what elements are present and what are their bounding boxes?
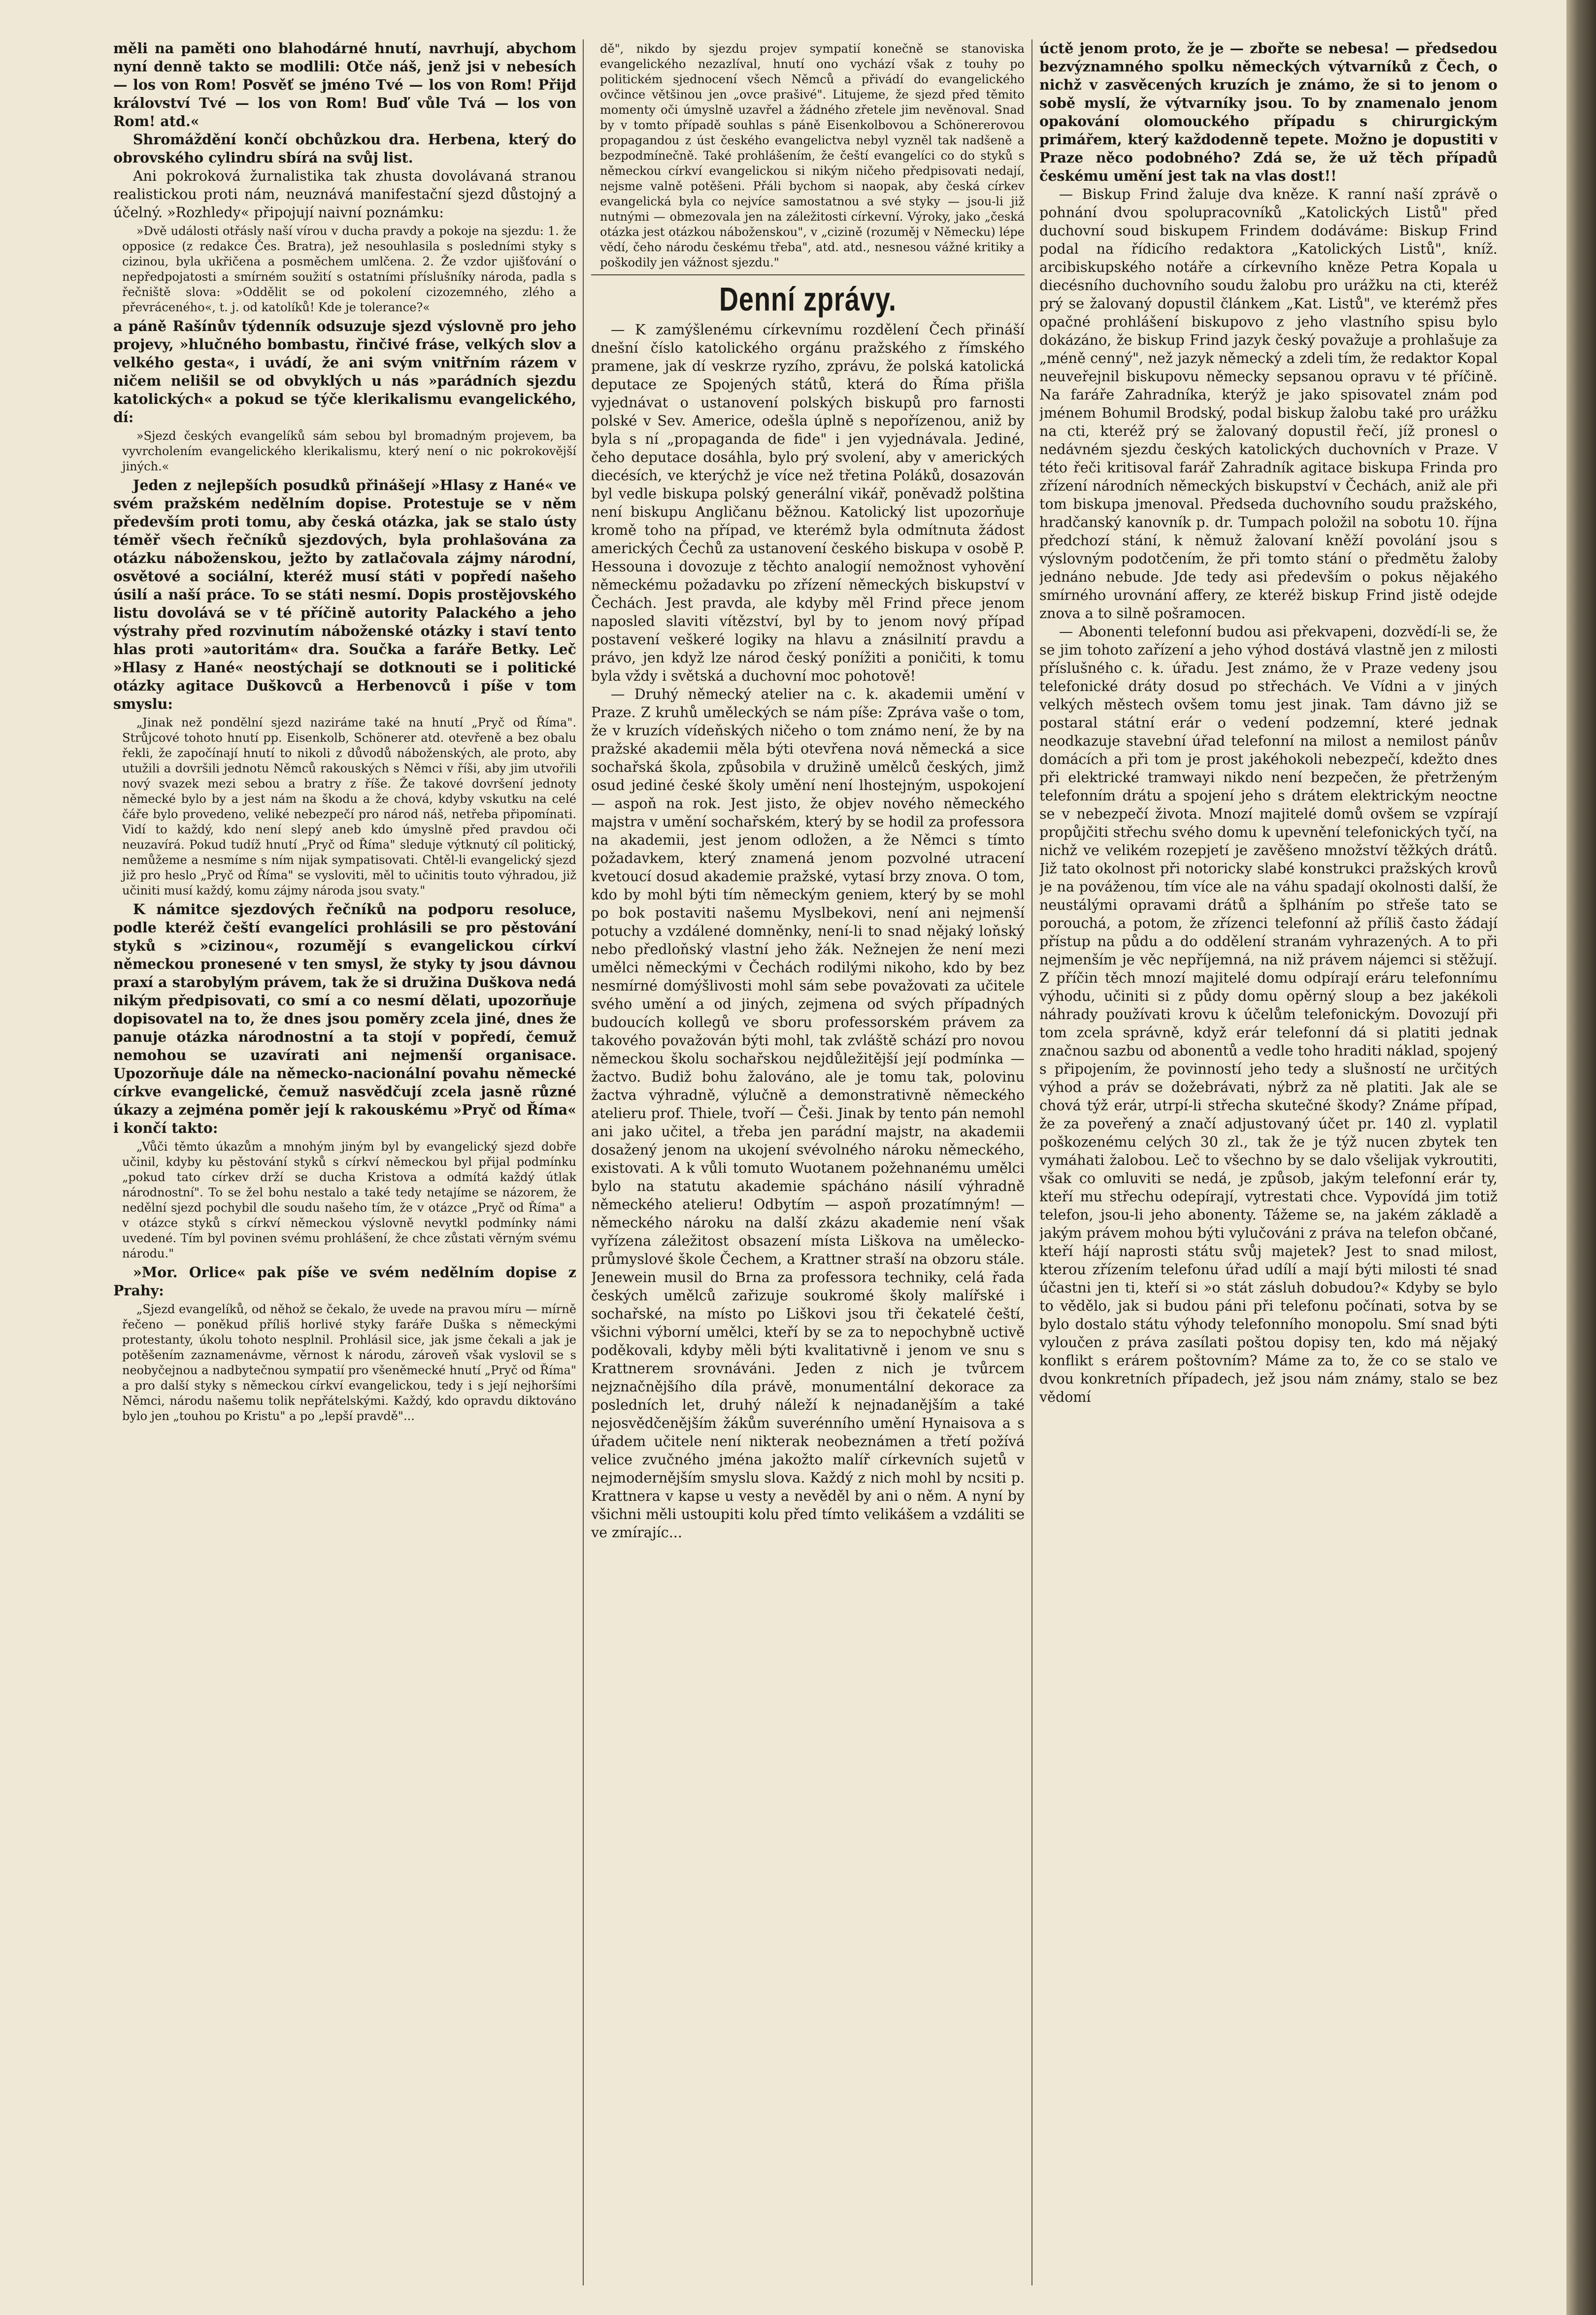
article-paragraph: Jeden z nejlepších posudků přinášejí »Hlasy z Hané« ve svém pražském nedělním dopise. Protestuje se v něm především proti tomu, aby česká otázka, jak se stalo ústy téměř všech řečníků sjezdových, byla prohlašována za otázku náboženskou, ježto by zatlačovala zájmy národní, osvětové a sociální, kteréž musí státi v popředí našeho úsilí a naší práce. To se státi nesmí. Dopis prostějovského listu dovolává se v té příčině autority Palackého a jeho výstrahy před rozvinutím náboženské otázky i staví tento hlas proti »autoritám« dra. Součka a faráře Betky. Leč »Hlasy z Hané« neostýchají se dotknouti se i politické otázky agitace Duškovců a Herbenovců i píše v tom smyslu:: [113, 477, 576, 712]
quoted-paragraph: »Sjezd českých evangelíků sám sebou byl bromadným projevem, ba vyvrcholením evangelického klerikalismu, který není o nic pokrokovější jiných.«: [122, 429, 576, 473]
news-item: — K zamýšlenému církevnímu rozdělení Čech přináší dnešní číslo katolického orgánu pražského z římského pramene, jak dí veskrze ryzího, zprávu, že polská katolická deputace ze Spojených států, která do Říma přišla vyjednávat o ustanovení polských biskupů pro farnosti polské v Sev. Americe, odešla úplně s nepořízenou, aniž by byla s ní „propaganda de fide" i jen vyjednávala. Jediné, čeho deputace dosáhla, bylo prý svolení, aby v amerických diecésích, ve kterýchž je více než třetina Poláků, dosazován byl vedle biskupa polský generální vikář, poněvadž polština není biskupu Angličanu běžnou. Katolický list upozorňuje kromě toho na případ, ve kterémž byla odmítnuta žádost amerických Čechů za ustanovení českého biskupa v osobě P. Hessouna i dovozuje z těchto analogií nemožnost vyhovění německému požadavku po zřízení německých biskupství v Čechách. Jest pravda, ale kdyby měl Frind přece jenom naposled slaviti vítězství, byl by to jenom nový případ postavení veškeré logiky na hlavu a znásilnití pravdu a právo, jen když lze národ český ponížiti a poničiti, k tomu byla vždy i světská a duchovní moc pohotově!: [591, 322, 1025, 684]
quote-block: [591, 41, 1025, 270]
quote-block: [113, 429, 576, 474]
section-rule: [591, 274, 1025, 275]
quote-block: [113, 224, 576, 315]
news-item: — Druhý německý atelier na c. k. akademii umění v Praze. Z kruhů uměleckých se nám píše: Zpráva vaše o tom, že v kruzích vídeňských ničeho o tom známo není, že by na pražské akademii měla býti otevřena nová německá a sice sochařská škola, způsobila v družině umělců českých, jimž osud jediné české školy umění není lhostejným, uspokojení — aspoň na rok. Jest jisto, že objev nového německého majstra v umění sochařském, který by se hodil za professora na akademii, jest jenom odložen, a že Němci s tímto požadavkem, který znamená jenom pozvolné utracení kvetoucí dosud akademie pražské, vytasí brzy znova. O tom, kdo by mohl býti tím německým geniem, který by se mohl po bok postaviti našemu Myslbekovi, není ani nejmenší potuchy a vzdálené domněnky, není-li to snad nějaký loňský nebo předloňský vlastní jeho žák. Nežnejen že není mezi umělci německými v Čechách rodilými nikoho, kdo by bez nesmírné domýšlivosti mohl sám sebe považovati za učitele svého umění a od jiných, zejmena od svých případných budoucích kollegů ve sboru professorském právem za takového považován býti mohl, tak zvláště schází pro novou německou školu sochařskou nejdůležitější její podmínka — žactvo. Budiž bohu žalováno, ale je tomu tak, polovinu žactva výhradně, výlučně a demonstrativně německého atelieru prof. Thiele, tvoří — Češi. Jinak by tento pán nemohl ani jako učitel, a třeba jen parádní majstr, na akademii dosažený jenom na ukojení svévolného nároku německého, existovati. A k vůli tomuto Wuotanem požehnanému umělci bylo na statutu akademie spácháno násilí výhradně německého atelieru! Odbytím — aspoň prozatímným! — německého nároku na další zkázu akademie není však vyřízena záležitost obsazení místa Liškova na umělecko-průmyslové škole Čechem, a Krattner straší na obzoru stále. Jenewein musil do Brna za professora techniky, celá řada českých umělců zařizuje soukromé školy malířské i sochařské, na místo po Liškovi jsou tři čekatelé čeští, všichni výborní umělci, kteří by se za to nepochybně uctivě poděkovali, kdyby měli býti kvalitativně i jenom ve snu s Krattnerem srovnáváni. Jeden z nich je tvůrcem nejznačnějšího díla právě, monumentální dekorace za posledních let, druhý náleží k nejnadanějším a také nejosvědčenějším žákům suverénního umění Hynaisova a s úřadem učitele není nikterak neobeznámen a třetí požívá velice zvučného jména jakožto malíř církevních sujetů v nejmodernějším smyslu slova. Každý z nich mohl by ncsiti p. Krattnera v kapse u vesty a nevěděl by ani o něm. A nyní by všichni měli ustoupiti kolu před tímto velikášem a vzdáliti se ve zmírajíc...: [591, 686, 1025, 1541]
article-paragraph: měli na paměti ono blahodárné hnutí, navrhují, abychom nyní denně takto se modlili: Otče náš, jenž jsi v nebesích — los von Rom! Posvěť se jméno Tvé — los von Rom! Přijď království Tvé — los von Rom! Buď vůle Tvá — los von Rom! atd.«: [113, 40, 576, 130]
column-right: [1039, 39, 1497, 2285]
quote-block: [113, 715, 576, 898]
news-item: — Biskup Frind žaluje dva kněze. K ranní naší zprávě o pohnání dvou spolupracovníků „Katolických Listů" před duchovní soud biskupem Frindem dodáváme: Biskup Frind podal na řídicího redaktora „Katolických Listů", kníž. arcibiskupského notáře a církevního kněze Petra Kopala u diecésního duchovního soudu žalobu pro urážku na cti, kteréž prý se žalovaný dopustil článkem „Kat. Listů", ve kterémž přes opačné prohlášení biskupovo z jeho vlastního spisu bylo dokázáno, že biskup Frind jazyk český považuje a prohlašuje za „méně cenný", než jazyk německý a zdeli tím, že redaktor Kopal neuveřejnil biskupovu německy sepsanou opravu v té příčině. Na faráře Zahradníka, kterýž je jako spisovatel znám pod jménem Bohumil Brodský, podal biskup žalobu také pro urážku na cti, kteréž prý se žalovaný dopustil řečí, jíž pronesl o nedávném sjezdu českých katolických duchovních v Praze. V této řeči kritisoval farář Zahradník agitace biskupa Frinda pro zřízení národních německých biskupství v Čechách, aniž ale při tom biskupa jmenoval. Předseda duchovního soudu pražského, hradčanský kanovník p. dr. Tumpach položil na sobotu 10. října předchozí stání, k němuž žalovaní kněží povolání jsou s výslovným podotčením, že při tomto stání o předmětu žaloby jednáno nebude. Jde tedy asi především o pokus nějakého smírného urovnání affery, ze kteréž biskup Frind jistě odejde znova a to silně pošramocen.: [1039, 186, 1497, 622]
quoted-paragraph: „Sjezd evangelíků, od něhož se čekalo, že uvede na pravou míru — mírně řečeno — poněkud příliš horlivé styky faráře Duška s německými protestanty, úkolu tohoto nesplnil. Prohlásil sice, jak jsme čekali a jak je potěšením zaznamenávme, věrnost k národu, zároveň však vyslovil se s neobyčejnou a nadbytečnou sympatií pro všeněmecké hnutí „Pryč od Říma" a pro další styky s německou církví evangelickou, tedy i s její nejhoršími Němci, národu našemu tolik nepřátelskými. Každý, kdo opravdu diktováno bylo jen „touhou po Kristu" a po „lepší pravdě"...: [122, 1302, 576, 1423]
column-left: [113, 39, 576, 2285]
quoted-paragraph: „Jinak než pondělní sjezd naziráme také na hnutí „Pryč od Říma". Strůjcové tohoto hnutí pp. Eisenkolb, Schönerer atd. otevřeně a bez obalu řekli, že započínají hnutí to nikoli z důvodů náboženských, ale proto, aby utužili a dovršili jednotu Němců rakouských s Němci v říši, aby jim utvořili nový svazek mezi sebou a bratry z říše. Že takové dovršení jednoty německé bylo by a jest nám na škodu a že chová, kdyby vskutku na celé čáře bylo provedeno, veliké nebezpečí pro národ náš, netřeba připomínati. Vidí to každý, kdo není slepý aneb kdo úmyslně před pravdou oči neuzavírá. Pokud tudíž hnutí „Pryč od Říma" sleduje výtknutý cíl politický, nemůžeme a nesmíme s ním nijak sympatisovati. Chtěl-li evangelický sjezd již pro heslo „Pryč od Říma" se vysloviti, měl to učinitis touto výhradou, již učiniti musí každý, komu zájmy národa jsou svaty.": [122, 716, 576, 897]
section-heading: Denní zprávy.: [719, 281, 897, 318]
quoted-paragraph: »Dvě události otřásly naší vírou v ducha pravdy a pokoje na sjezdu: 1. že opposice (z redakce Čes. Bratra), jež nesouhlasila s posledními styky s cizinou, byla ukřičena a posměchem umlčena. 2. Že vzdor ujišťování o nepředpojatosti a smírném soužití s ostatními příslušníky národa, padla s řečniště slova: »Oddělit se od pokolení cizozemného, zlého a převráceného«, t. j. od katolíků! Kde je tolerance?«: [122, 224, 576, 314]
quoted-paragraph: dě", nikdo by sjezdu projev sympatií konečně se stanoviska evangelického nezazlíval, hnutí ono vychází však z touhy po politickém sjednocení všech Němců a přivádí do evangelického ovčince většinou jen „ovce prašivé". Litujeme, že sjezd před těmito momenty oči úmyslně uzavřel a žádného zřetele jim nevěnoval. Snad by v tomto případě souhlas s páně Eisenkolbovou a Schönererovou propagandou z úst českého evangelictva nebyl vyzněl tak nadšeně a bezpodmínečně. Také prohlášením, že čeští evangelíci co do styků s německou církví evangelickou si nikým ničeho předpisovati nedají, nejsme valně potěšeni. Přáli bychom si naopak, aby česká církev evangelická byla co nejvíce samostatnou a své styky — jsou-li již nutnými — obmezovala jen na záležitosti církevní. Výroky, jako „česká otázka jest otázkou náboženskou", v „cizině (rozuměj v Německu) lépe vědí, čeho národu českému třeba", atd. atd., nesnesou vážné kritiky a poškodily jen vážnost sjezdu.": [600, 42, 1025, 269]
column-middle: [591, 39, 1025, 2285]
quote-block: [113, 1302, 576, 1424]
article-paragraph: »Mor. Orlice« pak píše ve svém nedělním dopise z Prahy:: [113, 1264, 576, 1299]
column-divider: [583, 39, 584, 2285]
article-paragraph: a páně Rašínův týdenník odsuzuje sjezd výslovně pro jeho projevy, »hlučného bombastu, řinčivé fráse, velkých slov a velkého gesta«, i uvádí, že ani svým vnitřním rázem v ničem nelišil se od obvyklých u nás »parádních sjezdu katolických« a pokud se týče klerikalismu evangelického, dí:: [113, 318, 576, 426]
binding-edge: [1566, 0, 1596, 2315]
article-paragraph: úctě jenom proto, že je — zbořte se nebesa! — předsedou bezvýznamného spolku německých výtvarníků z Čech, o nichž v zasvěcených kruzích je známo, že si to jenom o sobě myslí, že výtvarníky jsou. To by znamenalo jenom opakování olomouckého případu s chirurgickým primářem, který každodenně tepete. Možno je dopustiti v Praze něco podobného? Zdá se, že už těch případů českému umění jest tak na vlas dost!!: [1039, 40, 1497, 184]
quote-block: [113, 1139, 576, 1261]
article-paragraph: Ani pokroková žurnalistika tak zhusta dovolávaná stranou realistickou proti nám, neuznává manifestační sjezd důstojný a účelný. »Rozhledy« připojují naivní poznámku:: [113, 168, 576, 221]
news-item: — Abonenti telefonní budou asi překvapeni, dozvědí-li se, že se jim tohoto zařízení a jeho výhod dostává vlastně jen z milosti příslušného c. k. úřadu. Jest známo, že v Praze vedeny jsou telefonické dráty dosud po střechách. Ve Vídni a v jiných velkých městech ovšem tomu jest jinak. Tam dávno již se postaral státní erár o vedení podzemní, které jednak neodkazuje stavební úřad telefonní na milost a nemilost pánův domácích a při tom je prost jakéhokoli nebezpečí, kdežto dnes při elektrické tramwayi nikdo není bezpečen, že přetrženým telefonním drátu a spojení jeho s drátem elektrickým neoctne se v nebezpečí života. Mnozí majitelé domů ovšem se vzpírají propůjčiti střechu svého domu k upevnění telefonických tyčí, na nichž ve velikém rozepjetí je zavěšeno množství těžkých drátů. Již tato okolnost při notoricky slabé konstrukci pražských krovů je na pováženou, tím více ale na váhu spadají okolnosti další, že neustálými opravami drátů a šplháním po střeše tato se porouchá, a potom, že zřízenci telefonní až příliš často žádají přístup na půdu a do oddělení stranám vyhrazených. A to při nejmenším je věc nepříjemná, na niž právem nájemci si stěžují. Z příčin těch mnozí majitelé domu odpírají eráru telefonnímu výhodu, učiniti si z půdy domu opěrný sloup a bez jakékoli náhrady používati krovu k účelům telefonickým. Dovozují při tom zcela správně, když erár telefonní dá si platiti jednak značnou sazbu od abonentů a vedle toho hraditi náklad, spojený s připojením, že povinností jeho tedy a slušností ne určitých výhod a práv se dožebrávati, nýbrž za ně platiti. Jak ale se chová týž erár, utrpí-li střecha skutečné škody? Známe případ, že za poveřený a značí adjustovaný účet pr. 140 zl. vyplatil poškozenému celých 30 zl., tak že je týž nucen zbytek ten vymáhati žalobou. Leč to všechno by se dalo všelijak vykroutiti, však co omluviti se nedá, je způsob, jakým telefonní erár ty, kteří mu střechu odepírají, vytrestati chce. Vypovídá jim totiž telefon, jsou-li jeho abonenty. Tážeme se, na jakém základě a jakým právem mohou býti vylučováni z práva na telefon občané, kteří hájí naprosti státu svůj majetek? Jest to snad milost, kterou zřízením telefonu úřad udílí a mají býti milosti té snad účastni jen ti, kteří si »o stát zásluh dobudou?« Kdyby se bylo to vědělo, jak si budou páni při telefonu počínati, sotva by se bylo dostalo státu výhody telefonního monopolu. Smí snad býti vyloučen z práva zasílati poštou dopisy ten, kdo má nějaký konflikt s erárem poštovním? Máme za to, že co se stalo ve dvou konkretních případech, jež jsou nám známy, stalo se bez vědomí: [1039, 624, 1497, 1405]
column-divider: [1031, 39, 1032, 2285]
quoted-paragraph: „Vůči těmto úkazům a mnohým jiným byl by evangelický sjezd dobře učinil, kdyby ku pěstování styků s církví německou byl přijal podmínku „pokud tato církev drží se ducha Kristova a odmítá každý útlak národnostní". To se žel bohu nestalo a také tedy netajíme se názorem, že nedělní sjezd pochybil dle soudu našeho tím, že v otázce „Pryč od Říma" a v otázce styků s církví německou výslovně nevytkl podmínky námi uvedené. Tím byl povinen svému prohlášení, že chce zůstati věrným svému národu.": [122, 1140, 576, 1260]
article-paragraph: Shromáždění končí obchůzkou dra. Herbena, který do obrovského cylindru sbírá na svůj list.: [113, 131, 576, 166]
article-paragraph: K námitce sjezdových řečníků na podporu resoluce, podle kteréž čeští evangelíci prohlásili se pro pěstování styků s »cizinou«, rozumějí s evangelickou církví německou pronesené v ten smysl, že styky ty jsou dávnou praxí a starobylým právem, tak že si družina Duškova nedá nikým předpisovati, co smí a co nesmí dělati, upozorňuje dopisovatel na to, že dnes jsou poměry zcela jiné, dnes že panuje otázka národnostní a ta stojí v popředí, čemuž nemohou se uzavírati ani nejmenší organisace. Upozorňuje dále na německo-nacionální povahu německé církve evangelické, čemuž nasvědčují zcela jasně různé úkazy a zejména poměr její k rakouskému »Pryč od Říma« i končí takto:: [113, 901, 576, 1136]
